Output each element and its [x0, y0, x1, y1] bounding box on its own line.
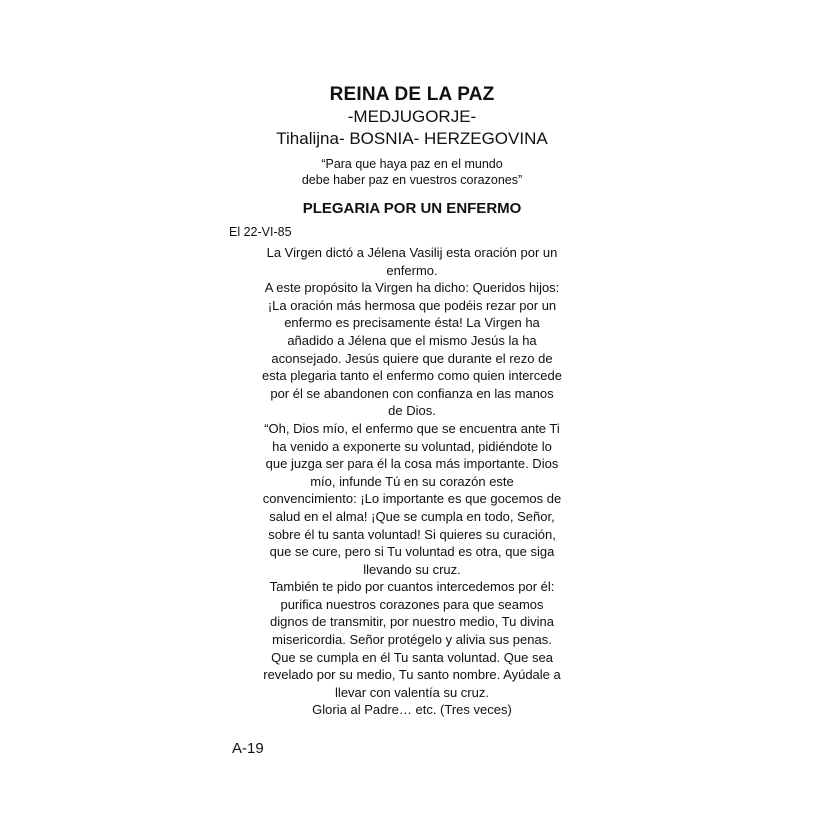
body-line: llevando su cruz.	[363, 561, 461, 577]
body-line: revelado por su medio, Tu santo nombre. Ayúdale a	[263, 667, 561, 683]
body-line: enfermo es precisamente ésta! La Virgen ha	[284, 315, 540, 331]
body-line: que juzga ser para él la cosa más importante. Dios	[265, 456, 559, 472]
body-line: que se cure, pero si Tu voluntad es otra, que siga	[269, 544, 555, 560]
quote	[222, 156, 602, 188]
body-line: convencimiento: ¡Lo importante es que gocemos de	[262, 491, 562, 507]
body-line: salud en el alma! ¡Que se cumpla en todo, Señor,	[269, 508, 555, 524]
prayer-date: El 22-VI-85	[229, 225, 292, 239]
prayer-card	[222, 84, 602, 764]
card-subtitle-region: Tihalijna- BOSNIA- HERZEGOVINA	[276, 129, 548, 148]
body-line: aconsejado. Jesús quiere que durante el rezo de	[271, 350, 553, 366]
body-line: de Dios.	[388, 403, 436, 419]
card-code: A-19	[232, 740, 264, 757]
body-line: enfermo.	[386, 262, 438, 278]
prayer-title: PLEGARIA POR UN ENFERMO	[302, 200, 522, 217]
body-line: dignos de transmitir, por nuestro medio, Tu divina	[270, 614, 554, 630]
body-line: Que se cumpla en él Tu santa voluntad. Que sea	[271, 649, 553, 665]
body-line: por él se abandonen con confianza en las manos	[270, 385, 554, 401]
body-line: esta plegaria tanto el enfermo como quien intercede	[262, 368, 562, 384]
prayer-body	[222, 244, 602, 719]
body-line: sobre él tu santa voluntad! Si quieres su curación,	[268, 526, 556, 542]
quote-line: “Para que haya paz en el mundo	[321, 157, 503, 171]
body-line: La Virgen dictó a Jélena Vasilij esta oración por un	[266, 245, 558, 260]
body-line: Gloria al Padre… etc. (Tres veces)	[312, 702, 512, 718]
body-line: añadido a Jélena que el mismo Jesús la ha	[287, 332, 537, 348]
body-line: ha venido a exponerte su voluntad, pidiéndote lo	[272, 438, 552, 454]
body-line: misericordia. Señor protégelo y alivia sus penas.	[272, 632, 552, 648]
card-subtitle-location: -MEDJUGORJE-	[347, 107, 477, 126]
card-title: REINA DE LA PAZ	[329, 84, 495, 105]
body-line: También te pido por cuantos intercedemos por él:	[269, 579, 555, 595]
body-line: A este propósito la Virgen ha dicho: Queridos hijos:	[264, 280, 560, 296]
body-line: purifica nuestros corazones para que seamos	[280, 596, 544, 612]
body-line: ¡La oración más hermosa que podéis rezar por un	[267, 297, 557, 313]
quote-line: debe haber paz en vuestros corazones”	[301, 173, 523, 187]
body-line: llevar con valentía su cruz.	[335, 684, 489, 700]
body-line: “Oh, Dios mío, el enfermo que se encuentra ante Ti	[264, 420, 560, 436]
body-line: mío, infunde Tú en su corazón este	[310, 473, 514, 489]
